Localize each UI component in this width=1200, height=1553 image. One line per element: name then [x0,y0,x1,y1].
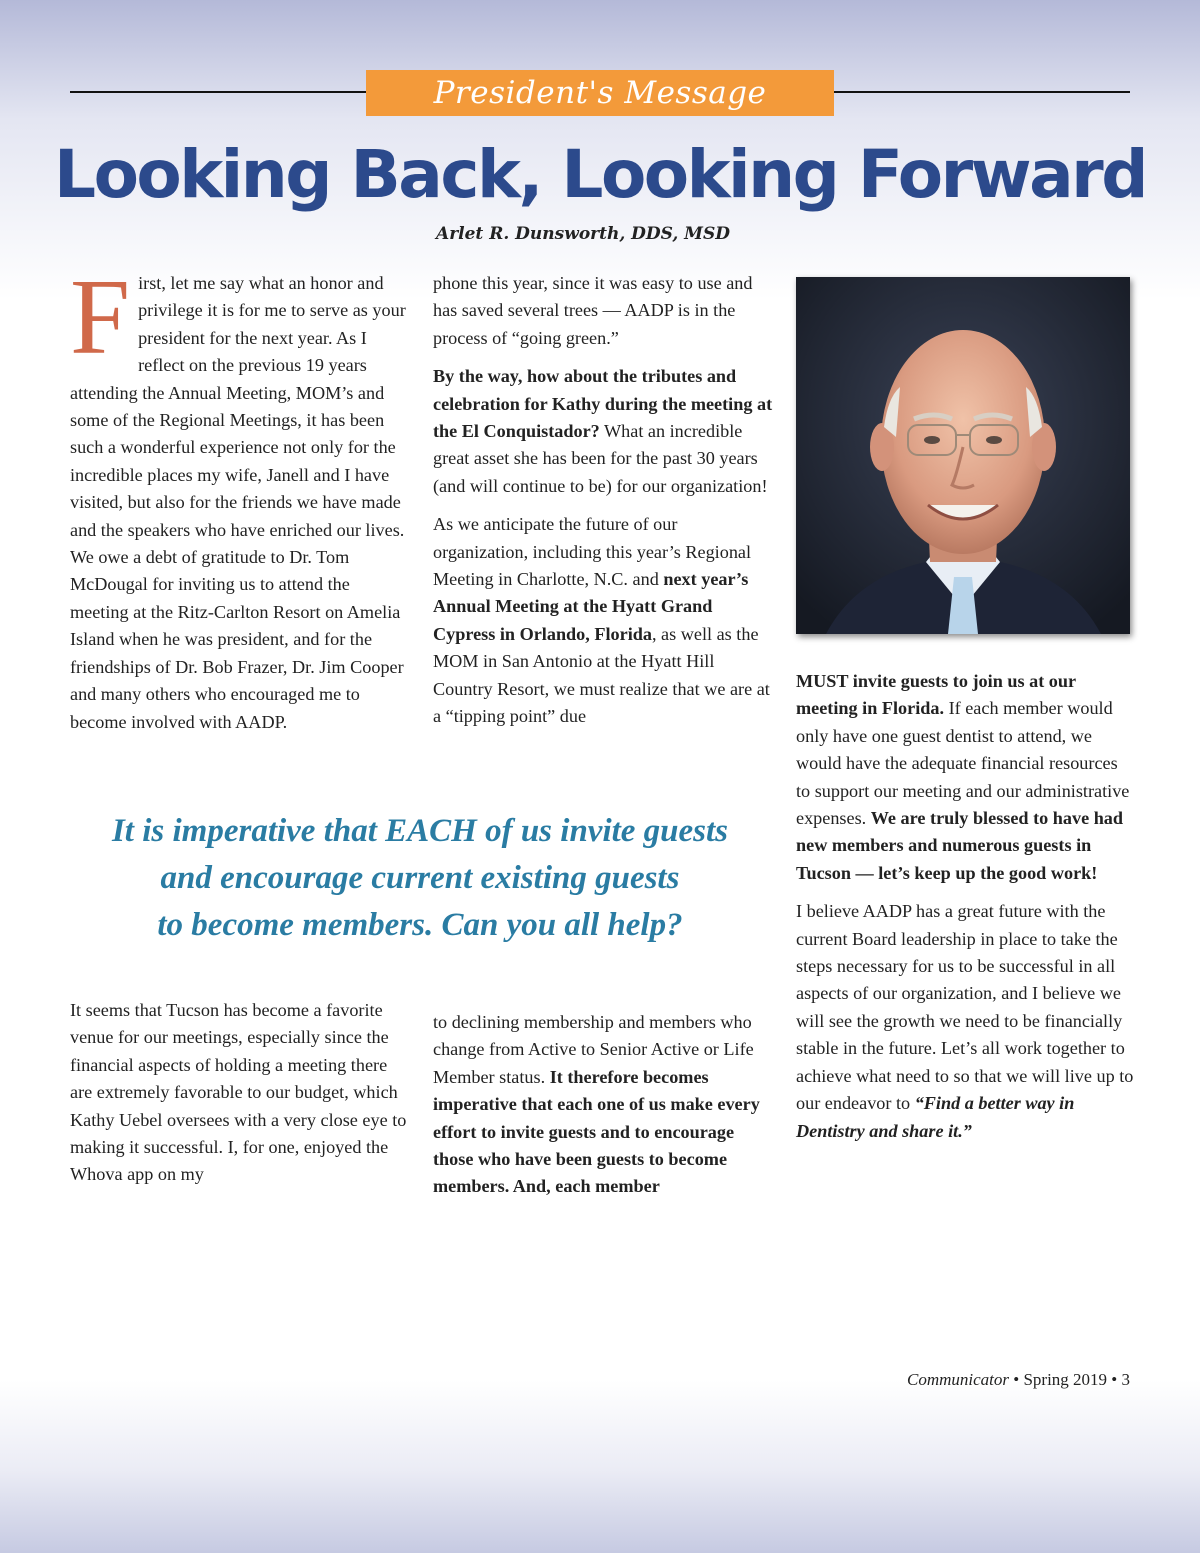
paragraph-green: phone this year, since it was easy to use and has saved several trees — AADP is in the process of “going green.” [433,273,753,348]
section-label-banner: President's Message [366,70,834,116]
article-headline: Looking Back, Looking Forward [54,136,1146,213]
publication-name: Communicator [907,1370,1009,1389]
column-2-bottom [433,1009,773,1212]
tributes-rest: What an incredible great asset she has been for the past 30 years (and will continue to be) for our organization! [433,421,768,496]
blessed-bold: We are truly blessed to have had new members and numerous guests in Tucson — let’s keep up the good work! [796,808,1124,883]
column-1-bottom [70,997,410,1200]
pull-quote-line-3: to become members. Can you all help? [157,907,683,943]
paragraph-tucson: It seems that Tucson has become a favorite venue for our meetings, especially since the financial aspects of holding a meeting there are extremely favorable to our budget, which Kathy Uebel oversees with a very close eye to making it successful. I, for one, enjoyed the Whova app on my [70,1000,407,1185]
portrait-illustration [796,277,1130,634]
paragraph-tributes [433,363,773,500]
header-rule-right [834,91,1130,93]
dropcap-letter: F [70,258,131,377]
author-byline: Arlet R. Dunsworth, DDS, MSD [436,224,730,244]
header-rule-left [70,91,366,93]
column-3 [796,668,1136,1156]
author-portrait-photo [796,277,1130,634]
future-a: As we anticipate the future of our organization, including this year’s Regional Meeting in Charlotte, N.C. and [433,514,752,590]
paragraph-membership [433,1009,773,1201]
invite-bold: MUST invite guests to join us at our meeting in Florida. [796,671,1076,719]
tributes-bold: By the way, how about the tributes and celebration for Kathy during the meeting at the El Conquistador? [433,366,773,442]
pull-quote-line-2: and encourage current existing guests [160,860,680,896]
pull-quote [70,808,770,949]
issue-and-page: • Spring 2019 • 3 [1009,1370,1130,1389]
paragraph-future [433,511,773,730]
column-1-top [70,258,410,747]
motto-quote: “Find a better way in Dentistry and share it.” [796,1093,1075,1141]
future-bold: next year’s Annual Meeting at the Hyatt Grand Cypress in Orlando, Florida [433,569,749,644]
pull-quote-line-1: It is imperative that EACH of us invite guests [111,813,729,849]
paragraph-closing [796,898,1136,1145]
membership-bold: It therefore becomes imperative that each one of us make every effort to invite guests and to encourage those who have been guests to become members. And, each member [433,1066,760,1197]
page-footer [907,1370,1130,1390]
intro-paragraph [70,258,410,736]
closing-text: I believe AADP has a great future with the current Board leadership in place to take the steps necessary for us to be successful in all aspects of our organization, and I believe we will see the growth we need to be financially stable in the future. Let’s all work together to achieve what need to so that we will live up to our endeavor to [796,901,1134,1114]
membership-text: to declining membership and members who change from Active to Senior Active or Life Member status. [433,1012,754,1087]
future-b: , as well as the MOM in San Antonio at the Hyatt Hill Country Resort, we must realize that we are at a “tipping point” due [433,623,770,727]
intro-text: irst, let me say what an honor and privilege it is for me to serve as your president for the next year. As I reflect on the previous 19 years attending the Annual Meeting, MOM’s and some of the Regional Meetings, it has been such a wonderful experience not only for the incredible places my wife, Janell and I have visited, but also for the friends we have made and the speakers who have enriched our lives. We owe a debt of gratitude to Dr. Tom McDougal for inviting us to attend the meeting at the Ritz-Carlton Resort on Amelia Island when he was president, and for the friendships of Dr. Bob Frazer, Dr. Jim Cooper and many others who encouraged me to become involved with AADP. [70,273,406,732]
invite-rest: If each member would only have one guest dentist to attend, we would have the adequate financial resources to support our meeting and our administrative expenses. [796,698,1130,829]
paragraph-invite [796,668,1136,887]
column-2-top [433,270,773,742]
